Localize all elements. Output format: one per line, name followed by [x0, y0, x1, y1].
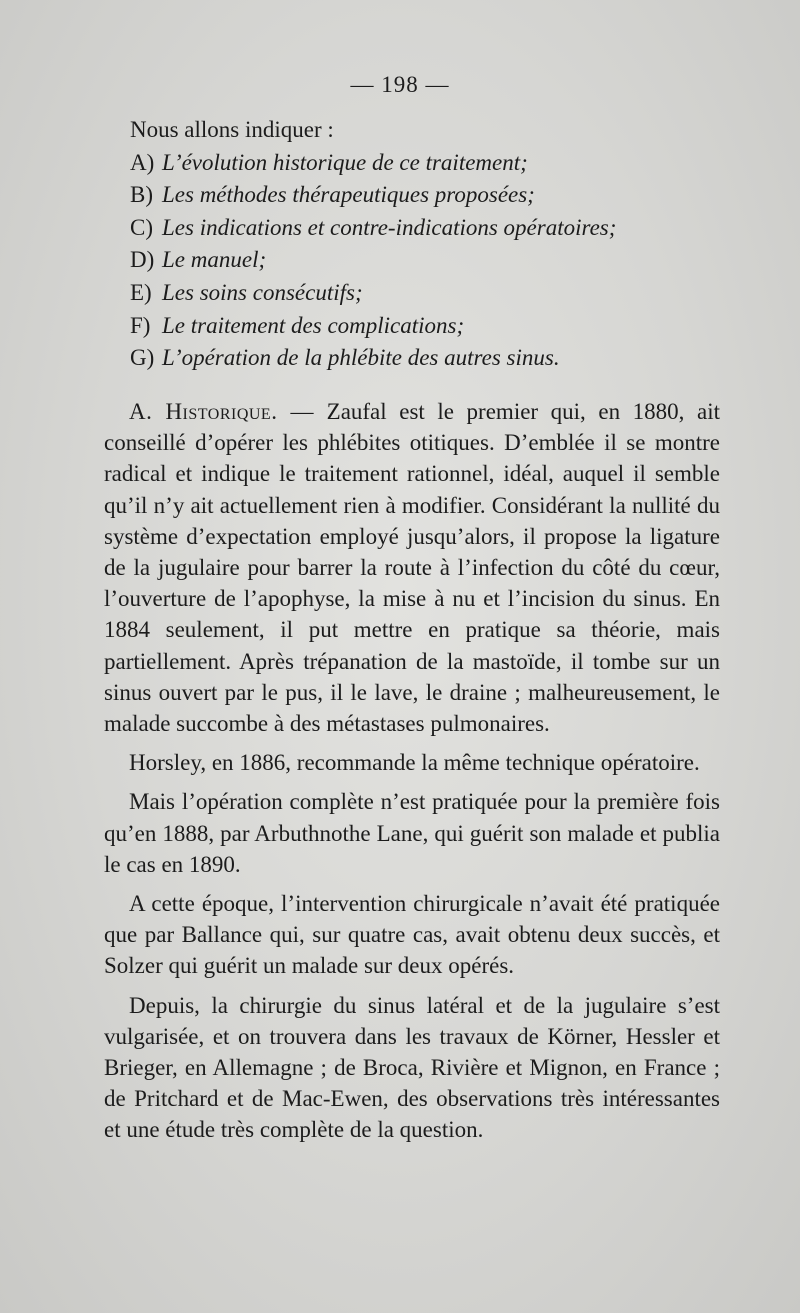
outline-text: Les indications et contre-indications opératoires;: [162, 214, 617, 240]
section-heading: A. Historique. —: [129, 399, 315, 424]
outline-item: [130, 147, 750, 180]
outline-letter: E): [130, 279, 152, 305]
body-text: [104, 396, 720, 1154]
outline-item: [130, 212, 750, 245]
outline-letter: C): [130, 214, 153, 240]
outline-item: [130, 277, 750, 310]
paragraph-text: Zaufal est le premier qui, en 1880, ait conseillé d’opérer les phlébites otitiques. D’emblée il se montre radical et indique le traitement rationnel, idéal, auquel il semble qu’il n’y ait actuellement rien à modifier. Considérant la nullité du système d’expectation employé jusqu’alors, il propose la ligature de la jugulaire pour barrer la route à l’infection du côté du cœur, l’ouverture de l’apophyse, la mise à nu et l’incision du sinus. En 1884 seulement, il put mettre en pratique sa théorie, mais partiellement. Après trépanation de la mastoïde, il tombe sur un sinus ouvert par le pus, il le lave, le draine ; malheureusement, le malade succombe à des métastases pulmonaires.: [104, 399, 720, 737]
outline-letter: D): [130, 247, 155, 273]
outline-letter: G): [130, 345, 155, 371]
outline-item: [130, 179, 750, 212]
outline-letter: F): [130, 312, 151, 338]
outline-intro: Nous allons indiquer :: [130, 117, 334, 142]
outline-item: [130, 342, 750, 375]
page-number: — 198 —: [350, 72, 450, 97]
outline-letter: B): [130, 182, 153, 208]
paragraph: A cette époque, l’intervention chirurgicale n’avait été pratiquée que par Ballance qui, sur quatre cas, avait obtenu deux succès, et Solzer qui guérit un malade sur deux opérés.: [104, 891, 720, 979]
outline-text: Le traitement des complications;: [162, 312, 465, 338]
outline-text: Le manuel;: [162, 247, 267, 273]
paragraph: [104, 396, 720, 739]
outline-text: Les méthodes thérapeutiques proposées;: [162, 182, 535, 208]
paragraph: Mais l’opération complète n’est pratiquée pour la première fois qu’en 1888, par Arbuthnothe Lane, qui guérit son malade et publia le cas en 1890.: [104, 789, 720, 877]
outline-text: L’évolution historique de ce traitement;: [162, 149, 528, 175]
outline-item: [130, 244, 750, 277]
outline-list: [130, 114, 750, 375]
outline-item: [130, 310, 750, 343]
outline-text: L’opération de la phlébite des autres sinus.: [162, 345, 560, 371]
paragraph: Depuis, la chirurgie du sinus latéral et de la jugulaire s’est vulgarisée, et on trouvera dans les travaux de Körner, Hessler et Brieger, en Allemagne ; de Broca, Rivière et Mignon, en France ; de Pritchard et de Mac-Ewen, des observations très intéressantes et une étude très complète de la question.: [104, 992, 720, 1143]
outline-letter: A): [130, 149, 155, 175]
outline-text: Les soins consécutifs;: [162, 279, 363, 305]
paragraph: Horsley, en 1886, recommande la même technique opératoire.: [129, 750, 700, 776]
